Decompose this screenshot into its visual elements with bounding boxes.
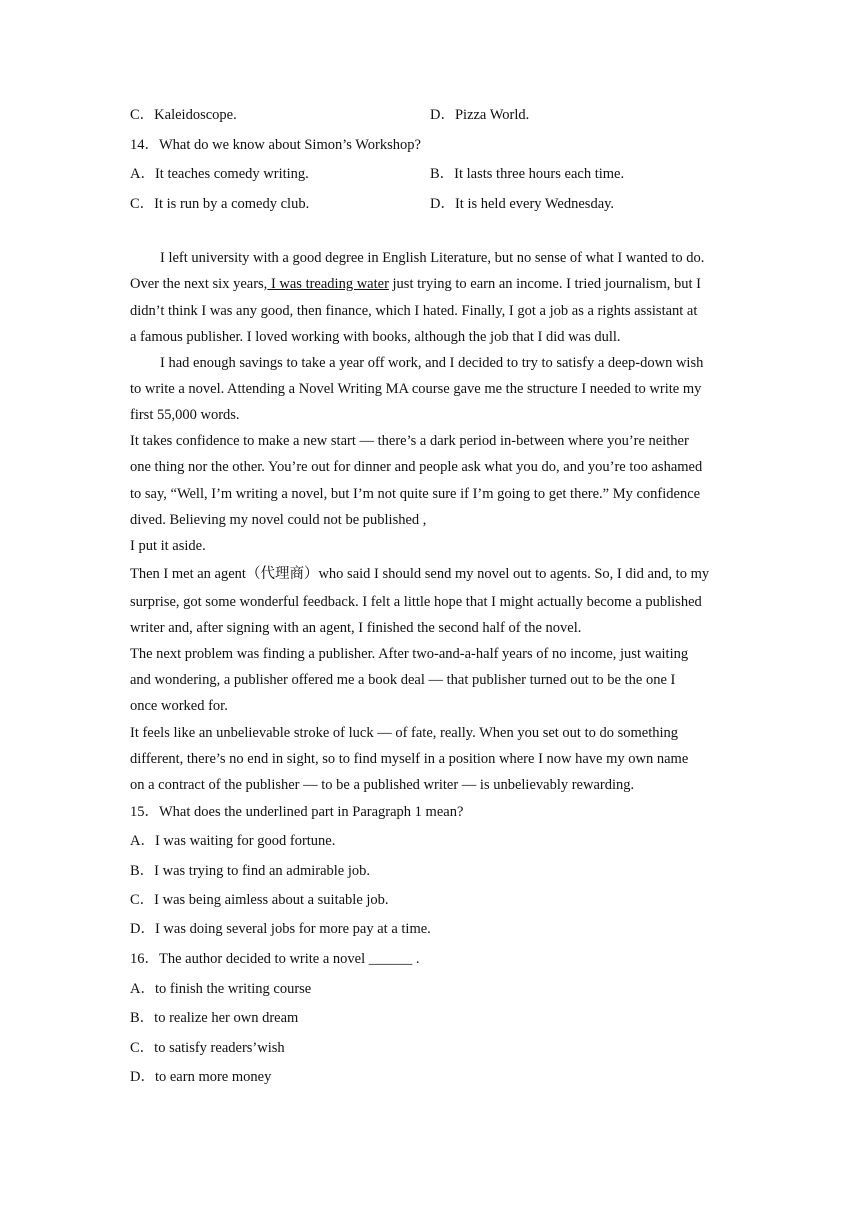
- q16-stem: 16．The author decided to write a novel ______ .: [130, 951, 420, 967]
- passage-line-2-prefix: Over the next six years,: [130, 276, 268, 292]
- passage-line-19: It feels like an unbelievable stroke of luck — of fate, really. When you set out to do something: [130, 725, 679, 741]
- passage-line-6: to write a novel. Attending a Novel Writing MA course gave me the structure I needed to write my: [130, 381, 702, 397]
- q13-option-c: C．Kaleidoscope.: [130, 107, 237, 123]
- passage-line-1: I left university with a good degree in English Literature, but no sense of what I wanted to do.: [160, 250, 705, 266]
- q14-option-b: B．It lasts three hours each time.: [430, 166, 625, 182]
- passage-line-13: Then I met an agent（代理商）who said I should send my novel out to agents. So, I did and, to my: [130, 566, 710, 582]
- passage-line-8: It takes confidence to make a new start — there’s a dark period in-between where you’re neither: [130, 433, 689, 449]
- passage-line-2-rest: just trying to earn an income. I tried journalism, but I: [392, 276, 701, 292]
- passage-line-20: different, there’s no end in sight, so to find myself in a position where I now have my own name: [130, 751, 689, 767]
- q13-option-d: D．Pizza World.: [430, 107, 530, 123]
- passage-line-4: a famous publisher. I loved working with books, although the job that I did was dull.: [130, 329, 621, 345]
- passage-line-21: on a contract of the publisher — to be a published writer — is unbelievably rewarding.: [130, 777, 635, 793]
- q16-option-a: A．to finish the writing course: [130, 981, 312, 997]
- passage-line-7: first 55,000 words.: [130, 407, 240, 423]
- passage-line-12: I put it aside.: [130, 538, 206, 554]
- passage-line-18: once worked for.: [130, 698, 228, 714]
- q15-option-b: B．I was trying to find an admirable job.: [130, 863, 371, 879]
- passage-line-9: one thing nor the other. You’re out for dinner and people ask what you do, and you’re too ashamed: [130, 459, 703, 475]
- passage-line-2: [130, 275, 701, 293]
- q15-option-c: C．I was being aimless about a suitable job.: [130, 892, 389, 908]
- q14-option-d: D．It is held every Wednesday.: [430, 196, 615, 212]
- underlined-phrase: I was treading water: [267, 276, 389, 292]
- passage-line-15: writer and, after signing with an agent, I finished the second half of the novel.: [130, 620, 582, 636]
- q14-option-c: C．It is run by a comedy club.: [130, 196, 310, 212]
- passage-line-11: dived. Believing my novel could not be published ,: [130, 512, 427, 528]
- passage-line-3: didn’t think I was any good, then finance, which I hated. Finally, I got a job as a rights assistant at: [130, 303, 698, 319]
- passage-line-10: to say, “Well, I’m writing a novel, but I’m not quite sure if I’m going to get there.” My confidence: [130, 486, 701, 502]
- q16-option-c: C．to satisfy readers’wish: [130, 1040, 285, 1056]
- q16-option-b: B．to realize her own dream: [130, 1010, 299, 1026]
- q15-stem: 15．What does the underlined part in Paragraph 1 mean?: [130, 804, 464, 820]
- q14-stem: 14．What do we know about Simon’s Workshop?: [130, 137, 421, 153]
- q15-option-a: A．I was waiting for good fortune.: [130, 833, 336, 849]
- passage-line-14: surprise, got some wonderful feedback. I felt a little hope that I might actually become a published: [130, 594, 702, 610]
- passage-line-5: I had enough savings to take a year off work, and I decided to try to satisfy a deep-down wish: [160, 355, 704, 371]
- passage-line-17: and wondering, a publisher offered me a book deal — that publisher turned out to be the one I: [130, 672, 676, 688]
- q16-option-d: D．to earn more money: [130, 1069, 272, 1085]
- q14-option-a: A．It teaches comedy writing.: [130, 166, 309, 182]
- q15-option-d: D．I was doing several jobs for more pay at a time.: [130, 921, 431, 937]
- passage-line-16: The next problem was finding a publisher. After two-and-a-half years of no income, just waiting: [130, 646, 689, 662]
